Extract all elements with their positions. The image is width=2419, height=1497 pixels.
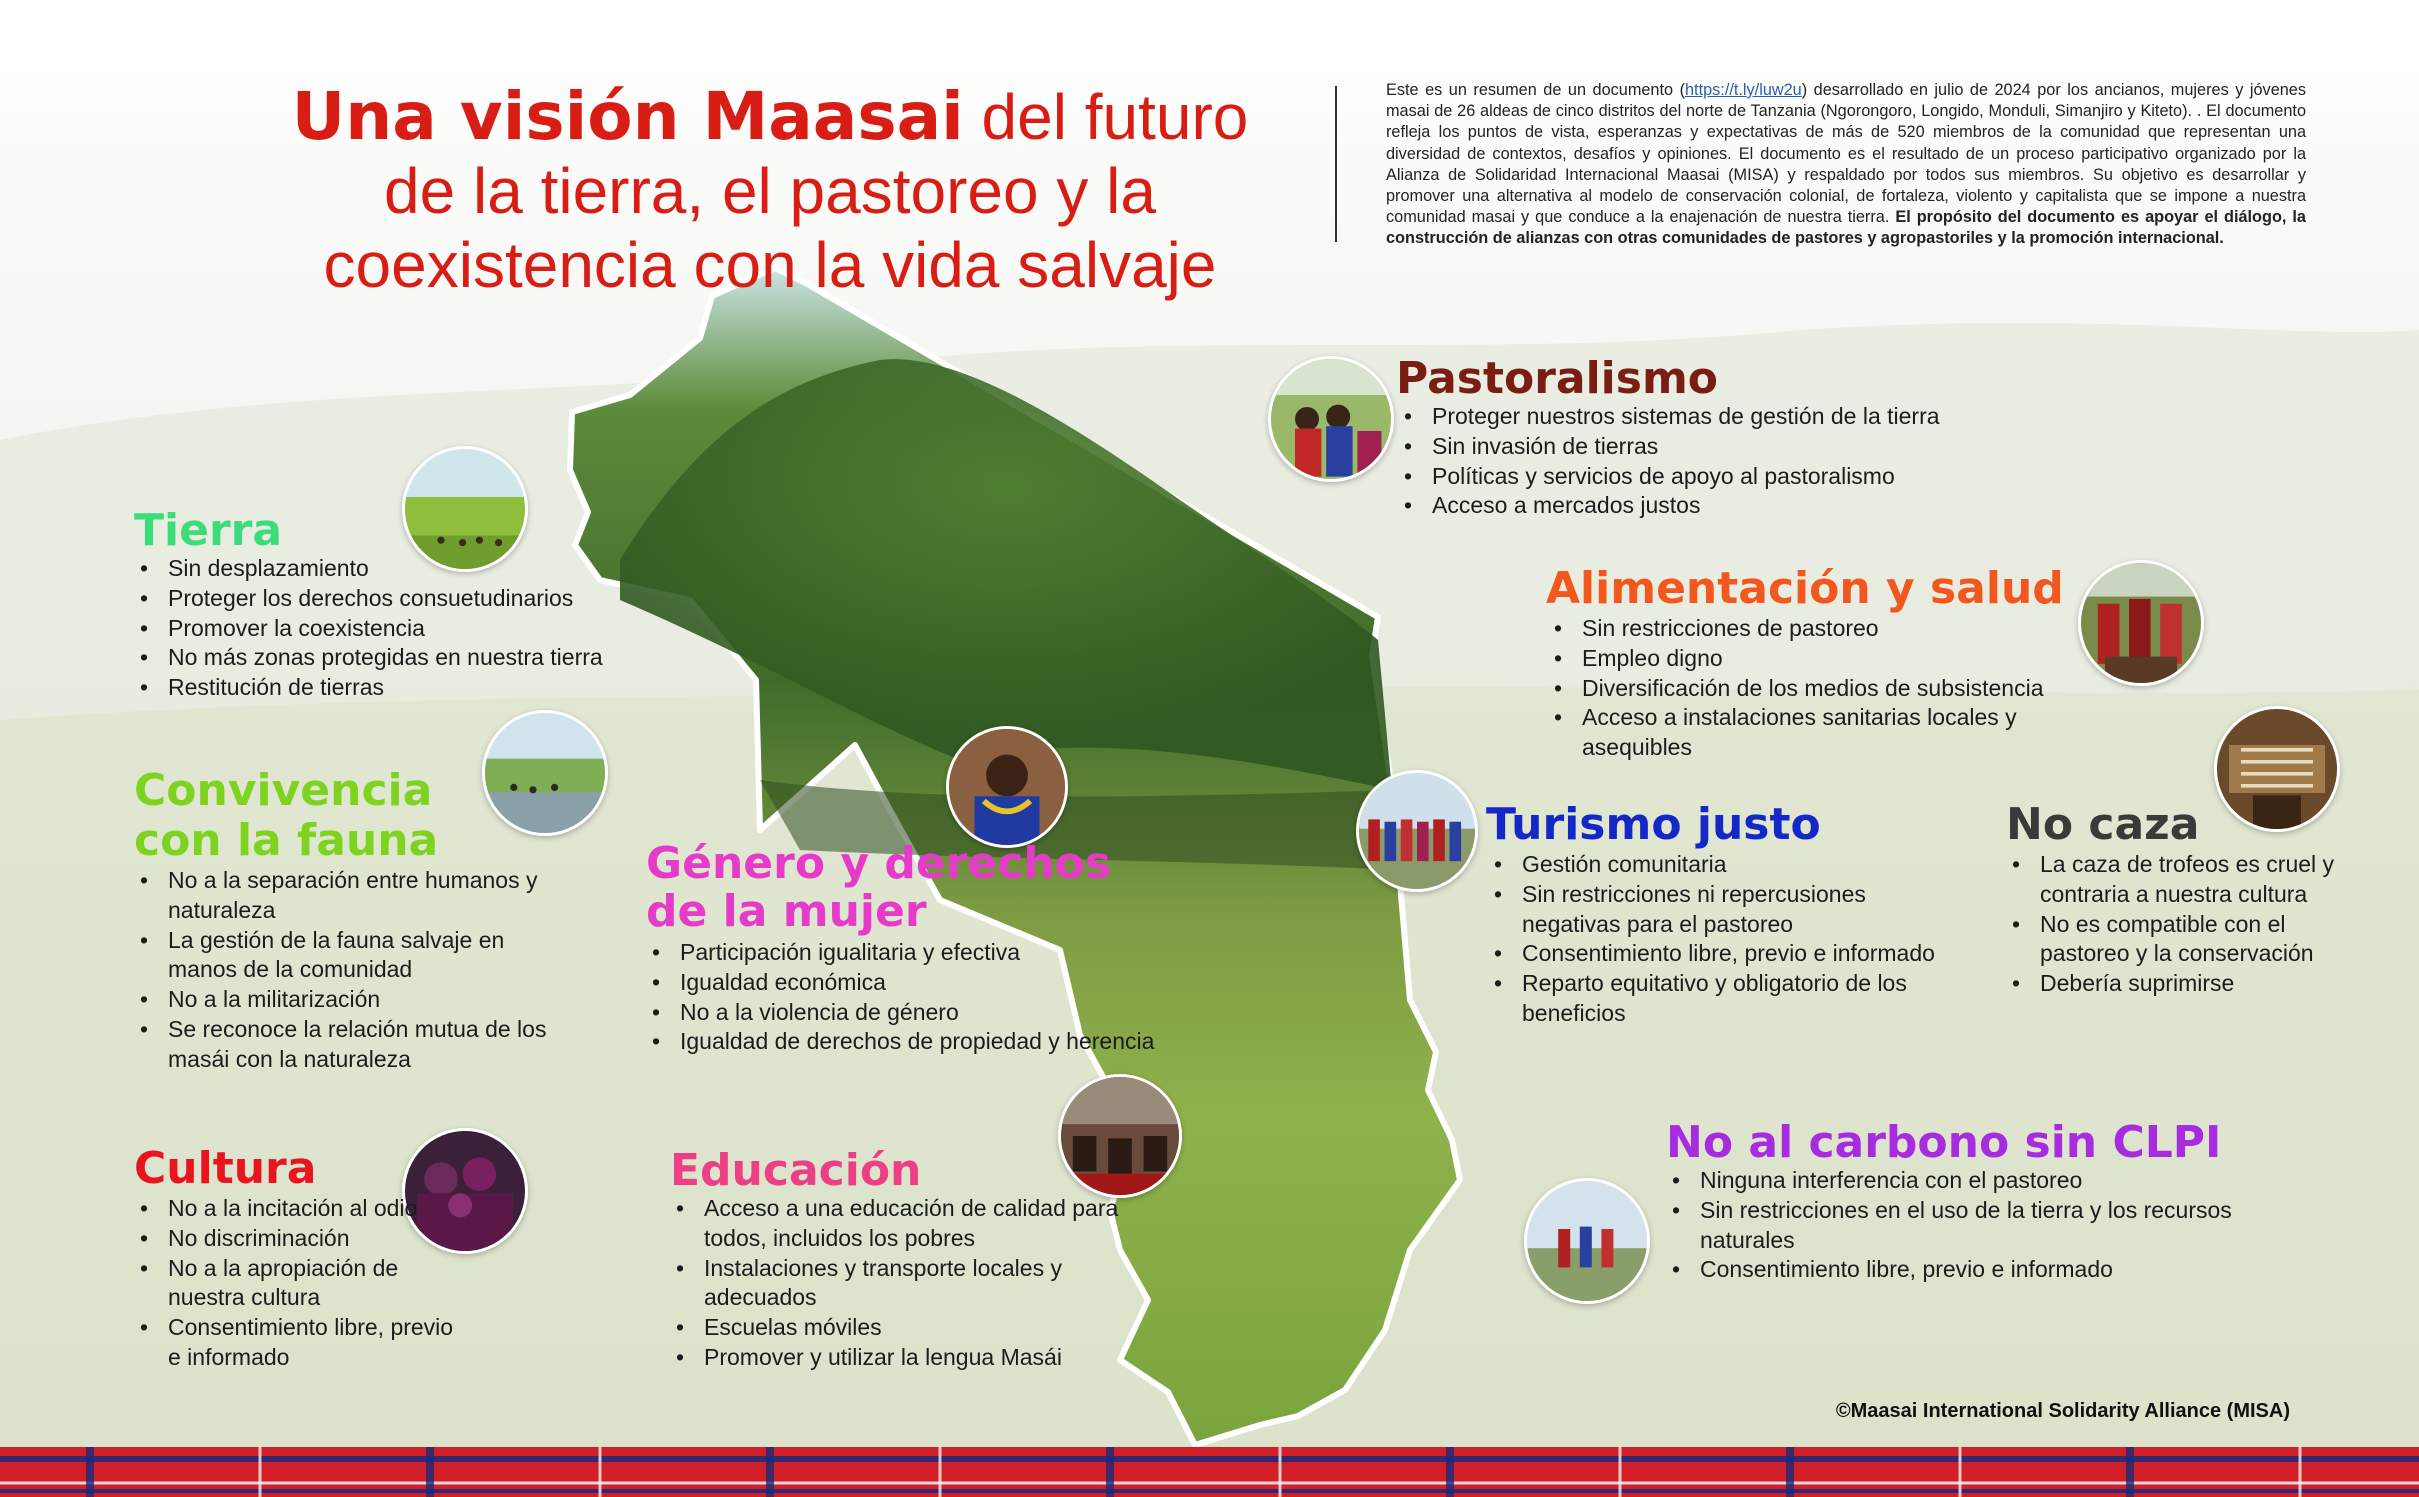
carbono-list (1666, 1166, 2260, 1285)
list-item: • No a la apropiación de nuestra cultura (168, 1254, 468, 1314)
summary-purpose: El propósito del documento es apoyar el diálogo, la construcción de alianzas con otras comunidades de pastores y agropastoriles y la promoción internacional. (1386, 208, 2306, 248)
list-item: • Empleo digno (1582, 644, 2112, 674)
list-item: • Restitución de tierras (168, 673, 728, 703)
list-item: • Sin desplazamiento (168, 554, 728, 584)
genero-heading-line2: de la mujer (646, 886, 927, 937)
list-item: • No discriminación (168, 1224, 468, 1254)
pastoralismo-heading: Pastoralismo (1396, 353, 1719, 404)
turismo-photo (1356, 770, 1478, 892)
summary-text-1: Este es un resumen de un documento ( (1386, 81, 1685, 99)
pastoralismo-list (1398, 402, 2072, 521)
list-item: • Igualdad económica (680, 968, 1160, 998)
tierra-heading: Tierra (134, 505, 283, 556)
list-item: • Gestión comunitaria (1522, 850, 1952, 880)
list-item: • Promover y utilizar la lengua Masái (704, 1343, 1154, 1373)
list-item: • Sin restricciones de pastoreo (1582, 614, 2112, 644)
list-item: • No más zonas protegidas en nuestra tierra (168, 643, 728, 673)
alimentacion-list (1548, 614, 2112, 763)
list-item: • Promover la coexistencia (168, 614, 728, 644)
cultura-heading: Cultura (134, 1143, 317, 1194)
list-item: • Instalaciones y transporte locales y adecuados (704, 1254, 1154, 1314)
turismo-heading: Turismo justo (1486, 799, 1821, 850)
educacion-heading: Educación (670, 1145, 922, 1196)
list-item: • Consentimiento libre, previo e informado (1522, 939, 1952, 969)
list-item: • No a la militarización (168, 985, 558, 1015)
title-bold: Una visión Maasai (291, 78, 964, 155)
carbono-heading: No al carbono sin CLPI (1666, 1117, 2222, 1168)
list-item: • Proteger nuestros sistemas de gestión de la tierra (1432, 402, 2072, 432)
fauna-heading-line2: con la fauna (134, 815, 439, 866)
list-item: • Consentimiento libre, previo e informado (1700, 1255, 2260, 1285)
genero-list (646, 938, 1160, 1057)
cultura-list (134, 1194, 468, 1373)
list-item: • La caza de trofeos es cruel y contraria a nuestra cultura (2040, 850, 2370, 910)
list-item: • Acceso a mercados justos (1432, 491, 2072, 521)
list-item: • Escuelas móviles (704, 1313, 1154, 1343)
turismo-list (1488, 850, 1952, 1029)
educacion-photo (1058, 1074, 1182, 1198)
list-item: • La gestión de la fauna salvaje en manos de la comunidad (168, 926, 558, 986)
list-item: • Debería suprimirse (2040, 969, 2370, 999)
list-item: • Acceso a instalaciones sanitarias locales y asequibles (1582, 703, 2112, 763)
summary-text-2: ) desarrollado en julio de 2024 por los ancianos, mujeres y jóvenes masai de 26 aldeas de cinco distritos del norte de Tanzania (Ngorongoro, Longido, Monduli, Simanjiro y Kiteto). . El documento refleja los puntos de vista, esperanzas y expectativas de más de 520 miembros de la comunidad que representan una diversidad de contextos, desafíos y opiniones. El documento es el resultado de un proceso participativo organizado por la Alianza de Solidaridad Internacional Maasai (MISA) y respaldado por todos sus miembros. Su objetivo es desarrollar y promover una alternativa al modelo de conservación colonial, de fortaleza, violento y capitalista que se impone a nuestra comunidad masai y que conduce a la enajenación de nuestra tierra. (1386, 81, 2306, 227)
list-item: • Sin invasión de tierras (1432, 432, 2072, 462)
list-item: • Sin restricciones en el uso de la tierra y los recursos naturales (1700, 1196, 2260, 1256)
fauna-heading (134, 766, 438, 866)
list-item: • Políticas y servicios de apoyo al pastoralismo (1432, 462, 2072, 492)
document-summary (1386, 80, 2306, 250)
nocaza-heading: No caza (2006, 799, 2200, 850)
list-item: • Sin restricciones ni repercusiones negativas para el pastoreo (1522, 880, 1952, 940)
list-item: • No a la incitación al odio (168, 1194, 468, 1224)
list-item: • Diversificación de los medios de subsistencia (1582, 674, 2112, 704)
nocaza-list (2006, 850, 2370, 999)
list-item: • Acceso a una educación de calidad para todos, incluidos los pobres (704, 1194, 1154, 1254)
list-item: • No a la violencia de género (680, 998, 1160, 1028)
document-link[interactable]: https://t.ly/luw2u (1685, 81, 1802, 99)
fauna-list (134, 866, 558, 1075)
fauna-heading-line1: Convivencia (134, 765, 433, 816)
list-item: • Igualdad de derechos de propiedad y herencia (680, 1027, 1160, 1057)
list-item: • Proteger los derechos consuetudinarios (168, 584, 728, 614)
genero-heading (646, 840, 1111, 936)
fauna-photo (482, 710, 608, 836)
list-item: • Consentimiento libre, previo e informado (168, 1313, 468, 1373)
page-title (260, 80, 1280, 302)
list-item: • No es compatible con el pastoreo y la conservación (2040, 910, 2370, 970)
list-item: • Ninguna interferencia con el pastoreo (1700, 1166, 2260, 1196)
title-divider (1335, 86, 1337, 242)
genero-photo (946, 726, 1068, 848)
list-item: • Participación igualitaria y efectiva (680, 938, 1160, 968)
carbono-photo (1524, 1178, 1650, 1304)
alimentacion-heading: Alimentación y salud (1546, 563, 2064, 614)
genero-heading-line1: Género y derechos (646, 838, 1112, 889)
list-item: • Se reconoce la relación mutua de los masái con la naturaleza (168, 1015, 558, 1075)
list-item: • No a la separación entre humanos y naturaleza (168, 866, 558, 926)
educacion-list (670, 1194, 1154, 1373)
list-item: • Reparto equitativo y obligatorio de los beneficios (1522, 969, 1952, 1029)
tierra-list (134, 554, 728, 703)
copyright-notice: ©Maasai International Solidarity Alliance (MISA) (1835, 1400, 2290, 1422)
shuka-pattern-band (0, 1447, 2419, 1497)
title-rest: del futuro de la tierra, el pastoreo y la coexistencia con la vida salvaje (323, 81, 1249, 301)
pastoralismo-photo (1268, 356, 1394, 482)
nocaza-photo (2214, 706, 2340, 832)
